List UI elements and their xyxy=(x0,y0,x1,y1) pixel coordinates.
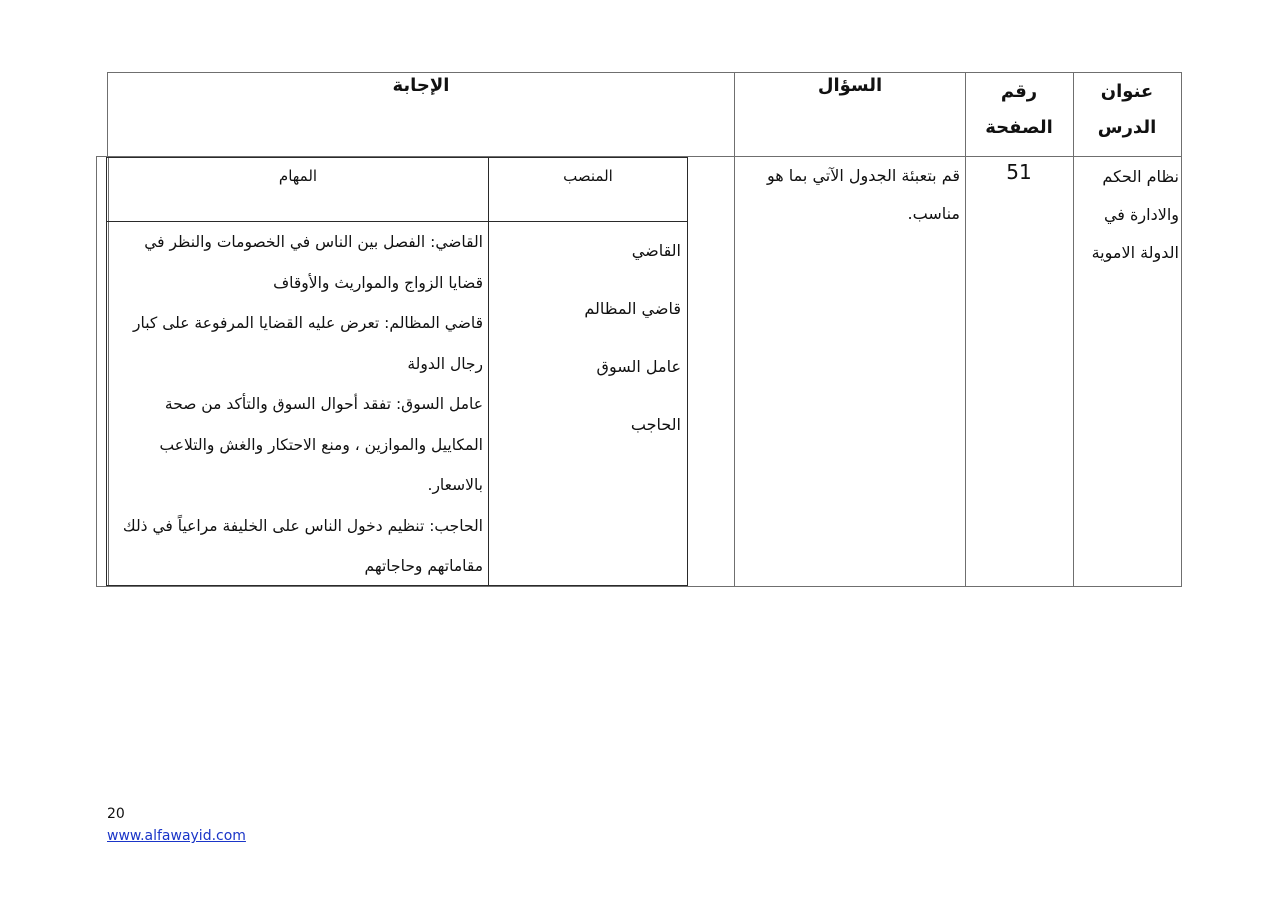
task-line: قاضي المظالم: تعرض عليه القضايا المرفوعة على كبار xyxy=(133,314,483,332)
task-line: عامل السوق: تفقد أحوال السوق والتأكد من صحة xyxy=(164,395,483,413)
positions-list xyxy=(584,222,681,454)
question-page-divider xyxy=(965,72,966,587)
header-lesson-title-line2: الدرس xyxy=(1097,117,1157,138)
lesson-title-line3: الدولة الاموية xyxy=(1091,243,1179,262)
inner-table-left-border xyxy=(106,157,107,586)
task-line: المكاييل والموازين ، ومنع الاحتكار والغش والتلاعب xyxy=(159,435,483,454)
inner-table-right-border xyxy=(687,157,688,586)
header-page-number-line1: رقم xyxy=(1000,81,1038,102)
header-page-number-line2: الصفحة xyxy=(985,117,1053,138)
answer-cell-left-border xyxy=(96,156,97,587)
table-top-border xyxy=(107,72,1182,73)
page-number-cell: 51 xyxy=(1006,160,1032,184)
position-item: القاضي xyxy=(631,241,681,260)
header-lesson-title xyxy=(1075,74,1179,146)
question-line1: قم بتعبئة الجدول الآتي بما هو xyxy=(767,166,960,185)
position-item: قاضي المظالم xyxy=(584,299,681,318)
tasks-list xyxy=(123,222,483,587)
inner-table-top-border xyxy=(106,157,688,158)
task-line: بالاسعار. xyxy=(427,476,483,494)
table-left-border xyxy=(107,72,108,157)
inner-header-position: المنصب xyxy=(563,167,613,185)
header-page-number xyxy=(967,74,1071,146)
task-line: رجال الدولة xyxy=(407,354,483,373)
footer-page-number: 20 xyxy=(107,806,125,822)
task-line: مقاماتهم وحاجاتهم xyxy=(364,557,483,575)
footer-website-link[interactable]: www.alfawayid.com xyxy=(107,828,246,844)
task-line: قضايا الزواج والمواريث والأوقاف xyxy=(273,273,483,292)
lesson-title-line2: والادارة في xyxy=(1103,205,1179,224)
question-line2: مناسب. xyxy=(907,204,960,223)
inner-header-tasks: المهام xyxy=(278,167,318,185)
header-answer: الإجابة xyxy=(392,75,450,96)
inner-column-divider xyxy=(488,157,489,586)
page-lesson-divider xyxy=(1073,72,1074,587)
position-item: الحاجب xyxy=(630,415,681,434)
answer-question-divider xyxy=(734,72,735,587)
header-question: السؤال xyxy=(817,75,883,96)
position-item: عامل السوق xyxy=(596,357,681,376)
question-cell xyxy=(767,157,960,233)
task-line: القاضي: الفصل بين الناس في الخصومات والنظر في xyxy=(144,233,483,251)
table-right-border xyxy=(1181,72,1182,587)
header-lesson-title-line1: عنوان xyxy=(1100,81,1154,102)
task-line: الحاجب: تنظيم دخول الناس على الخليفة مراعياً في ذلك xyxy=(122,516,483,535)
lesson-title-line1: نظام الحكم xyxy=(1102,167,1179,186)
lesson-title-cell xyxy=(1092,158,1179,272)
